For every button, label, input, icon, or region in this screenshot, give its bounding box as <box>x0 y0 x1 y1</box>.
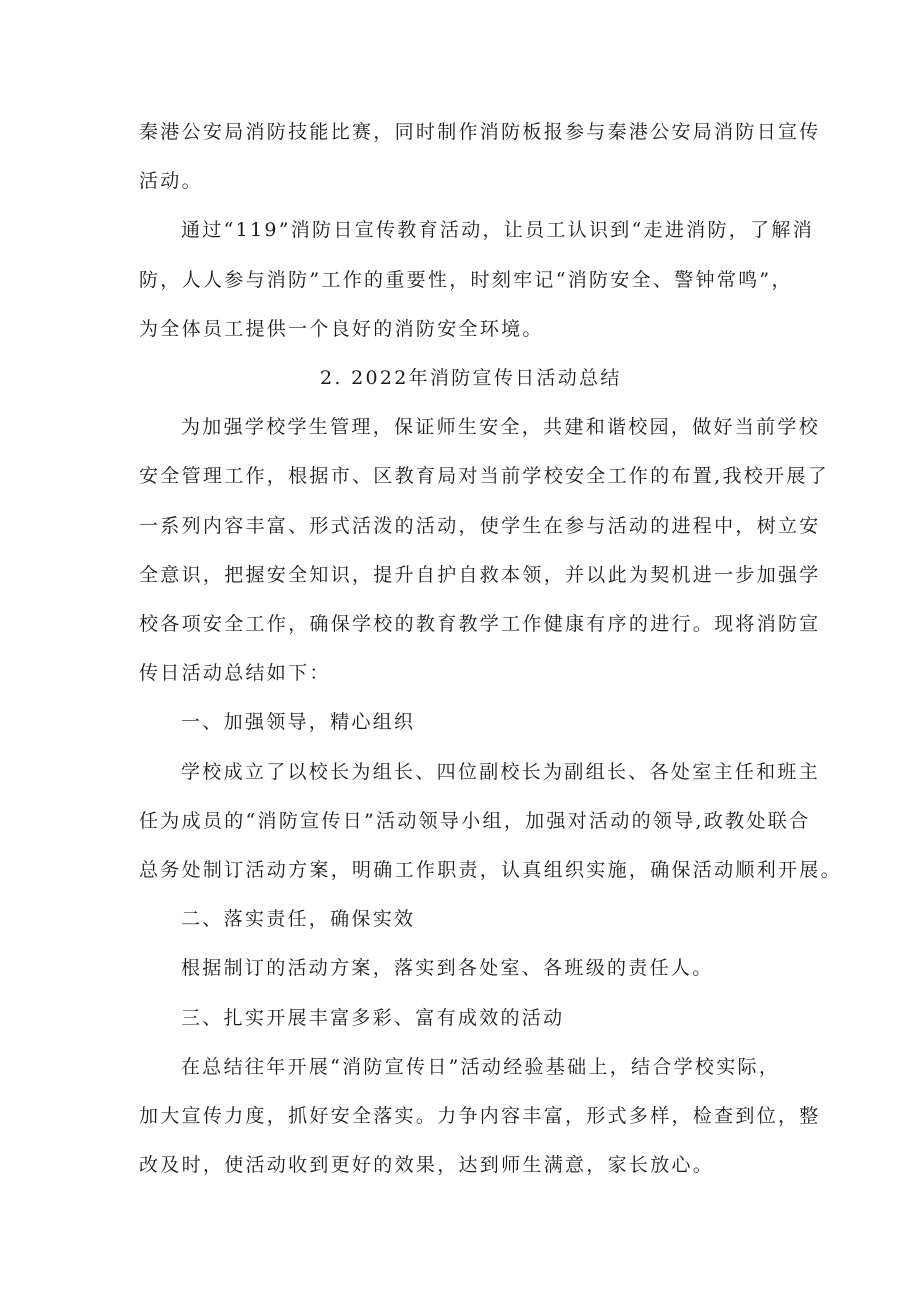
subsection-heading: 二、落实责任，确保实效 <box>181 908 416 930</box>
paragraph-line: 安全管理工作，根据市、区教育局对当前学校安全工作的布置,我校开展了 <box>139 465 829 487</box>
section-heading: 2. 2022年消防宣传日活动总结 <box>320 367 622 389</box>
subsection-heading: 一、加强领导，精心组织 <box>181 711 416 733</box>
paragraph-line: 任为成员的“消防宣传日”活动领导小组，加强对活动的领导,政教处联合 <box>139 810 811 832</box>
paragraph-line: 在总结往年开展“消防宣传日”活动经验基础上，结合学校实际， <box>181 1056 781 1078</box>
paragraph-line: 为全体员工提供一个良好的消防安全环境。 <box>139 318 544 340</box>
paragraph-line: 学校成立了以校长为组长、四位副校长为副组长、各处室主任和班主 <box>181 761 821 783</box>
paragraph-line: 通过“119”消防日宣传教育活动，让员工认识到“走进消防，了解消 <box>181 219 815 241</box>
paragraph-line: 改及时，使活动收到更好的效果，达到师生满意，家长放心。 <box>139 1154 715 1176</box>
paragraph-line: 全意识，把握安全知识，提升自护自救本领，并以此为契机进一步加强学 <box>139 564 821 586</box>
paragraph-line: 一系列内容丰富、形式活泼的活动，使学生在参与活动的进程中，树立安 <box>139 515 821 537</box>
paragraph-line: 根据制订的活动方案，落实到各处室、各班级的责任人。 <box>181 957 714 979</box>
paragraph-line: 活动。 <box>139 170 203 192</box>
paragraph-line: 传日活动总结如下： <box>139 662 331 684</box>
paragraph-line: 为加强学校学生管理，保证师生安全，共建和谐校园，做好当前学校 <box>181 416 821 438</box>
paragraph-line: 秦港公安局消防技能比赛，同时制作消防板报参与秦港公安局消防日宣传 <box>139 121 821 143</box>
paragraph-line: 加大宣传力度，抓好安全落实。力争内容丰富，形式多样，检查到位，整 <box>139 1105 821 1127</box>
paragraph-line: 总务处制订活动方案，明确工作职责，认真组织实施，确保活动顺利开展。 <box>139 859 842 881</box>
paragraph-line: 防，人人参与消防”工作的重要性，时刻牢记“消防安全、警钟常鸣”， <box>139 269 793 291</box>
paragraph-line: 校各项安全工作，确保学校的教育教学工作健康有序的进行。现将消防宣 <box>139 613 821 635</box>
subsection-heading: 三、扎实开展丰富多彩、富有成效的活动 <box>181 1007 565 1029</box>
